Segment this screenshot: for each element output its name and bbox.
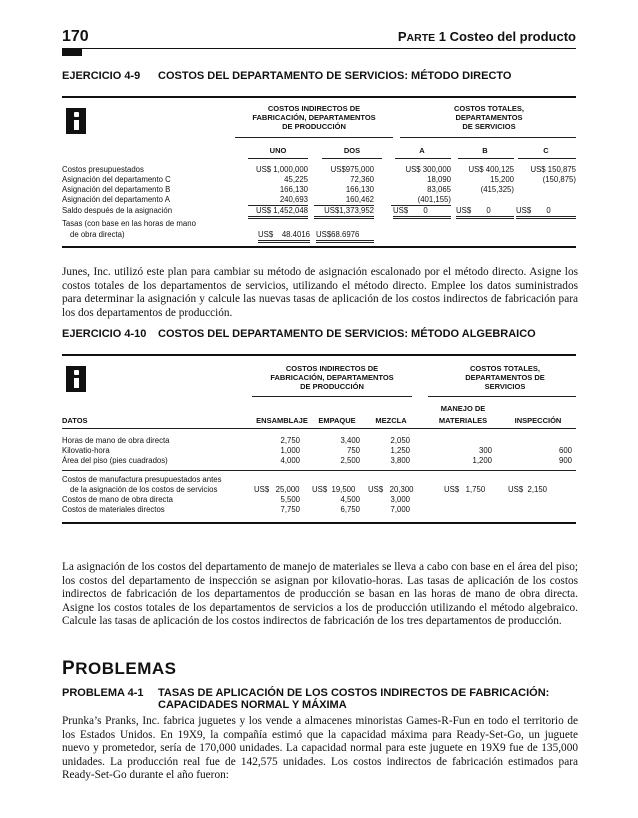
table-row: Costos de materiales directos 7,750 6,750 7,000 bbox=[62, 505, 410, 514]
table-row: Área del piso (pies cuadrados) 4,000 2,500 3,800 1,200 900 bbox=[62, 456, 572, 465]
ex9-table-bottom-rule bbox=[62, 246, 576, 248]
ex9-instructions: Junes, Inc. utilizó este plan para cambiar su método de asignación escalonado por el método directo. Asigne los costos totales de los departamentos de servicios, utilizando el método directo. Emplee los datos suministrados para determinar la asignación y calcule las nuevas tasas de aplicación de los costos indirectos de fabricación para los dos departamentos de producción. bbox=[62, 266, 578, 319]
exercise-4-9-heading: EJERCICIO 4-9 COSTOS DEL DEPARTAMENTO DE SERVICIOS: MÉTODO DIRECTO bbox=[62, 70, 512, 82]
ex10-table-body-2 bbox=[62, 475, 576, 515]
ex9-group1-rule bbox=[235, 137, 393, 138]
section-tab-marker bbox=[62, 49, 82, 56]
table-row: Asignación del departamento C 45,225 72,360 18,090 15,200 (150,875) bbox=[62, 175, 576, 184]
table-row: Costos presupuestados US$ 1,000,000 US$975,000 US$ 300,000 US$ 400,125 US$ 150,875 bbox=[62, 165, 576, 174]
calculator-icon bbox=[66, 108, 86, 134]
ex9-col-a: A bbox=[419, 146, 425, 155]
ex10-table-top-rule bbox=[62, 354, 576, 356]
problem-4-1-heading-line2: CAPACIDADES NORMAL Y MÁXIMA bbox=[158, 699, 347, 711]
ex10-table-body-1 bbox=[62, 436, 576, 466]
table-row: Kilovatio-hora 1,000 750 1,250 300 600 bbox=[62, 446, 572, 455]
ex10-table-bottom-rule bbox=[62, 522, 576, 524]
ex9-table-top-rule bbox=[62, 96, 576, 98]
ex9-group2-rule bbox=[400, 137, 576, 138]
exercise-4-10-heading: EJERCICIO 4-10 COSTOS DEL DEPARTAMENTO DE SERVICIOS: MÉTODO ALGEBRAICO bbox=[62, 328, 536, 340]
calculator-icon bbox=[66, 366, 86, 392]
ex10-group2-header: COSTOS TOTALES, DEPARTAMENTOS DE SERVICIOS bbox=[465, 364, 545, 391]
running-head: PARTE 1 Costeo del producto bbox=[397, 29, 576, 44]
ex9-col-dos: DOS bbox=[343, 146, 361, 155]
problem-4-1-text: Prunka’s Pranks, Inc. fabrica juguetes y los vende a almacenes minoristas Games-R-Fun en todo el territorio de los Estados Unidos. En 19X9, la compañía estimó que la capacidad máxima para Ready-Set-Go, un juguete nuevo y prometedor, sería de 170,000 unidades. La capacidad normal para este juguete en 19X9 fue de 135,000 unidades. La producción real fue de 142,575 unidades. Los costos indirectos de fabricación estimados para Ready-Set-Go durante el año fueron: bbox=[62, 715, 578, 782]
header-rule bbox=[62, 48, 576, 49]
ex10-group1-header: COSTOS INDIRECTOS DE FABRICACIÓN, DEPARTAMENTOS DE PRODUCCIÓN bbox=[270, 364, 394, 391]
table-row: Asignación del departamento A 240,693 160,462 (401,155) bbox=[62, 195, 451, 204]
table-row: de obra directa) US$ 48.4016 US$68.6976 bbox=[62, 228, 576, 240]
table-row: Costos de manufactura presupuestados antes bbox=[62, 475, 222, 484]
table-row: de la asignación de los costos de servicios US$ 25,000 US$ 19,500 US$ 20,300 US$ 1,750 US$ 2,150 bbox=[70, 485, 548, 494]
ex10-col-mezcla: MEZCLA bbox=[375, 416, 407, 425]
ex9-col-b: B bbox=[482, 146, 488, 155]
ex9-col-c: C bbox=[543, 146, 549, 155]
ex9-col-uno: UNO bbox=[269, 146, 287, 155]
ex10-col-manejo: MANEJO DE MATERIALES bbox=[438, 404, 488, 425]
ex10-datos-label: DATOS bbox=[62, 416, 88, 425]
table-row: Saldo después de la asignación US$ 1,452,048 US$1,373,952 US$ 0 US$ 0 US$ 0 bbox=[62, 205, 576, 217]
table-row: Costos de mano de obra directa 5,500 4,500 3,000 bbox=[62, 495, 410, 504]
table-row: Asignación del departamento B 166,130 166,130 83,065 (415,325) bbox=[62, 185, 514, 194]
ex9-group1-header: COSTOS INDIRECTOS DE FABRICACIÓN, DEPARTAMENTOS DE PRODUCCIÓN bbox=[252, 104, 376, 131]
table-row: Horas de mano de obra directa 2,750 3,400 2,050 bbox=[62, 436, 410, 445]
ex9-group2-header: COSTOS TOTALES, DEPARTAMENTOS DE SERVICIOS bbox=[453, 104, 524, 131]
problems-heading: PROBLEMAS bbox=[62, 658, 177, 679]
ex10-col-inspeccion: INSPECCIÓN bbox=[514, 416, 562, 425]
ex10-col-ensamblaje: ENSAMBLAJE bbox=[256, 416, 308, 425]
table-row: Tasas (con base en las horas de mano bbox=[62, 219, 196, 228]
ex10-instructions: La asignación de los costos del departamento de manejo de materiales se lleva a cabo con base en el área del piso; los costos del departamento de inspección se asignan por kilovatio-horas. Las tasas de aplicación de los costos indirectos de fabricación de los departamentos de producción se basan en las horas de mano de obra directa. Asigne los costos totales de los departamentos de servicios a los de producción utilizando el método algebraico. Calcule las tasas de aplicación de los costos indirectos de fabricación de los tres departamentos de producción. bbox=[62, 561, 578, 628]
problem-4-1-heading: PROBLEMA 4-1 TASAS DE APLICACIÓN DE LOS COSTOS INDIRECTOS DE FABRICACIÓN: bbox=[62, 687, 550, 699]
page-number: 170 bbox=[62, 28, 89, 45]
ex9-table-body bbox=[62, 165, 576, 240]
ex10-col-empaque: EMPAQUE bbox=[318, 416, 356, 425]
